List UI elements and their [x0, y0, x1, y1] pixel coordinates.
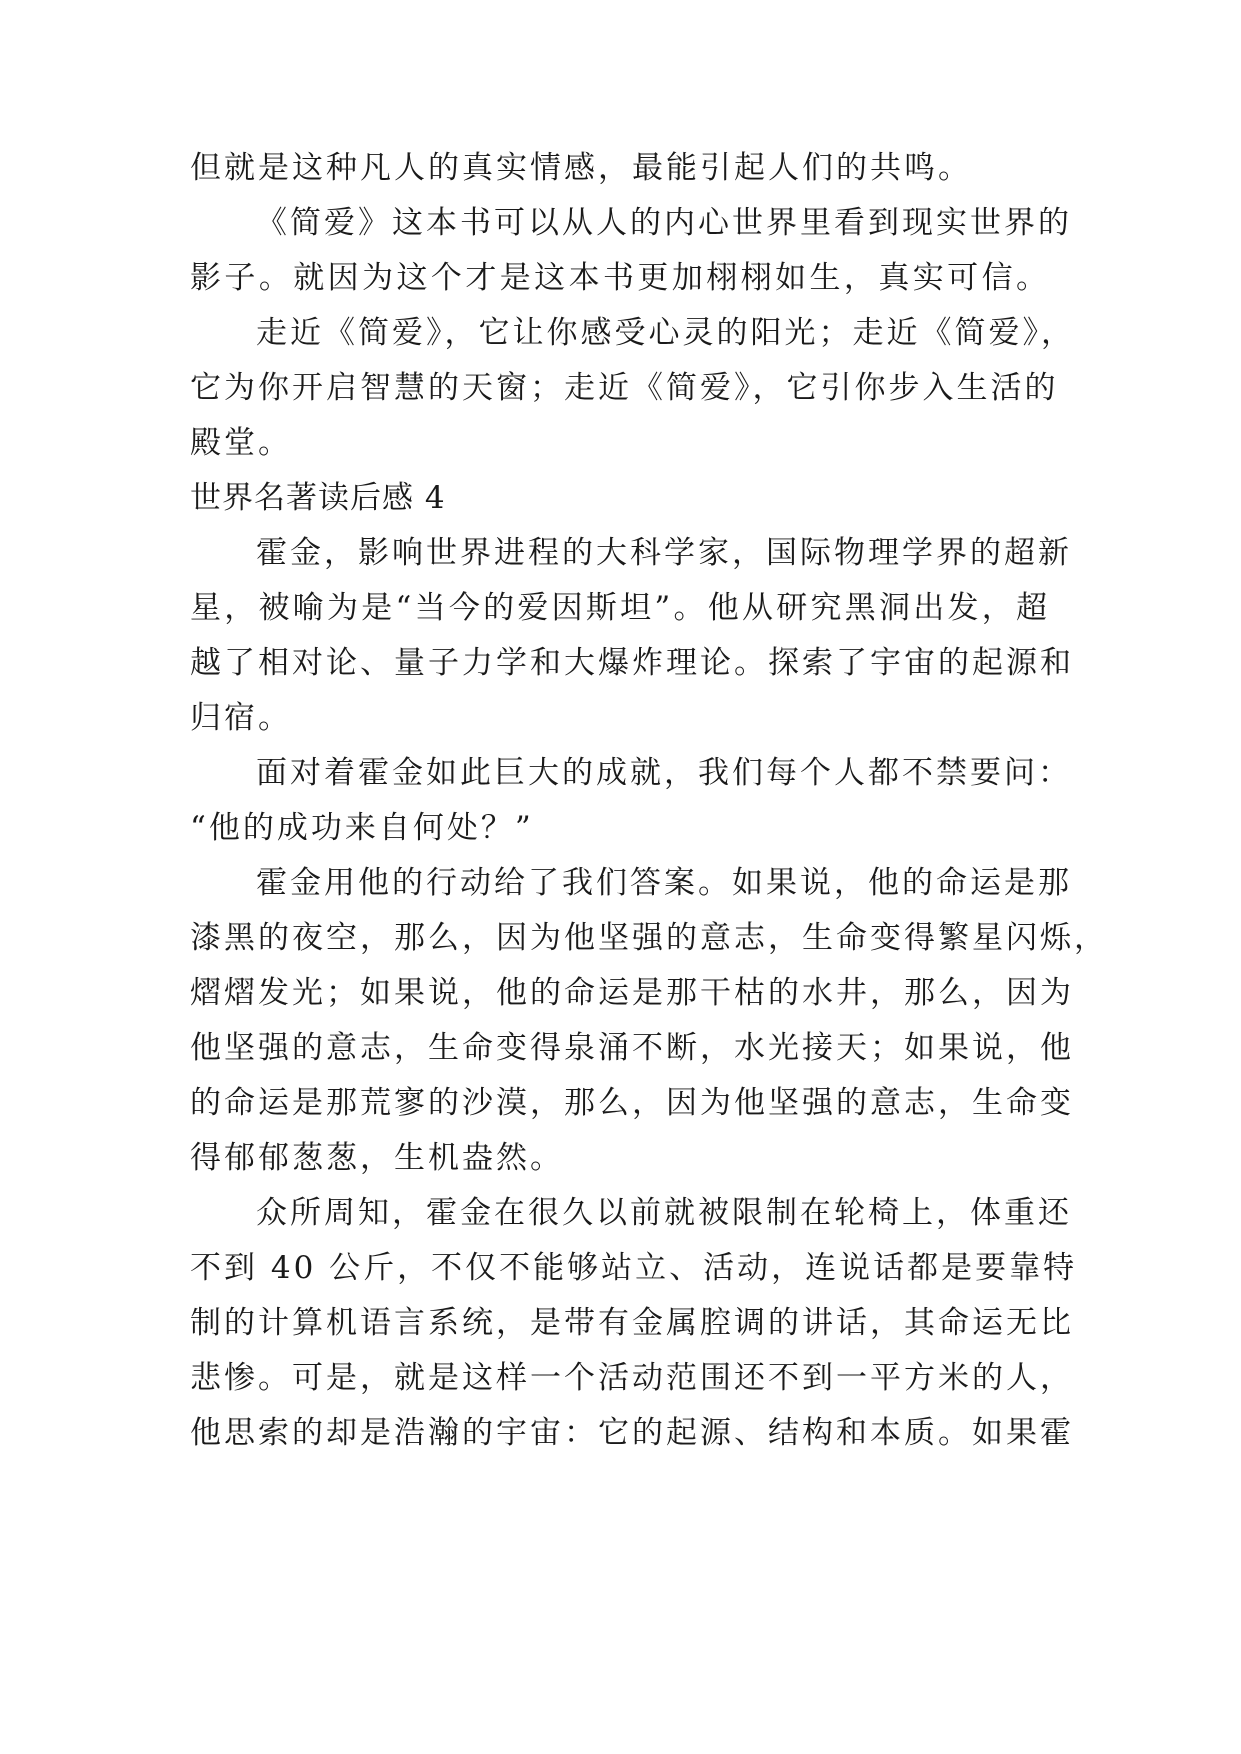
text-line: 他坚强的意志，生命变得泉涌不断，水光接天；如果说，他	[190, 1030, 1074, 1066]
text-line: 它为你开启智慧的天窗；走近《简爱》，它引你步入生活的	[190, 370, 1059, 406]
text-line: 但就是这种凡人的真实情感，最能引起人们的共鸣。	[190, 150, 972, 186]
paragraph-start-line: 众所周知，霍金在很久以前就被限制在轮椅上，体重还	[256, 1195, 1072, 1231]
section-heading: 世界名著读后感 4	[190, 480, 446, 516]
text-line: 熠熠发光；如果说，他的命运是那干枯的水井，那么，因为	[190, 975, 1074, 1011]
paragraph-start-line: 《简爱》这本书可以从人的内心世界里看到现实世界的	[256, 205, 1072, 241]
text-line: 漆黑的夜空，那么，因为他坚强的意志，生命变得繁星闪烁，	[190, 920, 1108, 956]
text-line: 的命运是那荒寥的沙漠，那么，因为他坚强的意志，生命变	[190, 1085, 1074, 1121]
text-line: 影子。就因为这个才是这本书更加栩栩如生，真实可信。	[190, 260, 1050, 296]
text-line: 悲惨。可是，就是这样一个活动范围还不到一平方米的人，	[190, 1360, 1074, 1396]
text-line: 星，被喻为是“当今的爱因斯坦”。他从研究黑洞出发，超	[190, 590, 1050, 626]
text-line: 殿堂。	[190, 425, 292, 461]
text-line: 得郁郁葱葱，生机盎然。	[190, 1140, 564, 1176]
text-line: “他的成功来自何处？”	[190, 810, 534, 846]
text-line: 他思索的却是浩瀚的宇宙：它的起源、结构和本质。如果霍	[190, 1415, 1074, 1451]
text-line: 归宿。	[190, 700, 292, 736]
paragraph-start-line: 霍金用他的行动给了我们答案。如果说，他的命运是那	[256, 865, 1072, 901]
text-line: 不到 40 公斤，不仅不能够站立、活动，连说话都是要靠特	[190, 1250, 1078, 1286]
text-line: 越了相对论、量子力学和大爆炸理论。探索了宇宙的起源和	[190, 645, 1074, 681]
paragraph-start-line: 霍金，影响世界进程的大科学家，国际物理学界的超新	[256, 535, 1072, 571]
paragraph-start-line: 走近《简爱》，它让你感受心灵的阳光；走近《简爱》，	[256, 315, 1075, 351]
text-line: 制的计算机语言系统，是带有金属腔调的讲话，其命运无比	[190, 1305, 1074, 1341]
paragraph-start-line: 面对着霍金如此巨大的成就，我们每个人都不禁要问：	[256, 755, 1072, 791]
